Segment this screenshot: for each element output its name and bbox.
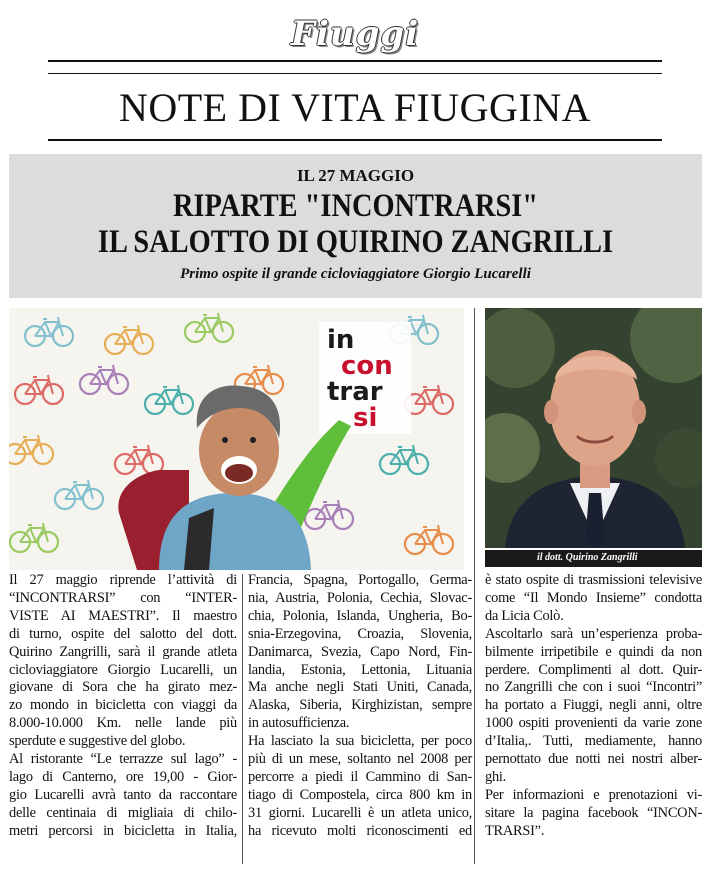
column-divider	[242, 574, 243, 864]
text-line: no Zangrilli che con i suoi “Incontri”	[485, 679, 702, 696]
text-line: Ha lasciato la sua bicicletta, per poco	[248, 733, 472, 750]
text-line: Quirino Zangrilli, sarà il grande atleta	[9, 643, 237, 660]
text-line: Il 27 maggio riprende l’attività di	[9, 572, 237, 588]
text-line: Al ristorante “Le terrazze sul lago” -	[9, 751, 237, 768]
text-line: ha portato a Fiuggi, negli anni, oltre	[485, 697, 702, 714]
section-rule	[48, 139, 662, 141]
photo-zangrilli	[485, 308, 702, 548]
text-line: Ascoltarlo sarà un’esperienza proba-	[485, 625, 702, 642]
text-line: snia-Erzegovina, Croazia, Slovenia,	[248, 625, 472, 642]
text-line: ghi.	[485, 768, 506, 785]
headline-title	[58, 188, 654, 260]
text-line: zo mondo in bicicletta con viaggi da	[9, 697, 237, 714]
headline-subtitle: Primo ospite il grande cicloviaggiatore Giorgio Lucarelli	[180, 266, 531, 282]
fiuggi-logo: Fiuggi	[290, 14, 420, 54]
photo-caption: il dott. Quirino Zangrilli	[485, 550, 702, 567]
text-line: giovane di Sora che ha girato mez-	[9, 679, 237, 696]
article-column-3	[485, 572, 702, 841]
text-line: 1000 ospiti provenienti da varie zone	[485, 715, 702, 732]
text-line: percorre a piedi il Cammino di San-	[248, 768, 472, 785]
text-line: “INCONTRARSI” con “INTER-	[9, 589, 237, 606]
text-line: chia, Polonia, Islanda, Ungheria, Bo-	[248, 607, 472, 624]
text-line: sperdute e suggestive del globo.	[9, 733, 186, 750]
headline-title-line2: IL SALOTTO DI QUIRINO ZANGRILLI	[97, 224, 614, 260]
text-line: delle centinaia di migliaia di chilo-	[9, 804, 237, 821]
text-line: cicloviaggiatore Giorgio Lucarelli, un	[9, 661, 237, 678]
text-line: Alaska, Siberia, Kirghizistan, sempre	[248, 697, 472, 714]
sign-line-3: trar	[327, 377, 383, 407]
headline-title-line1: RIPARTE "INCONTRARSI"	[172, 188, 539, 224]
text-line: tiago di Compostela, circa 800 km in	[248, 786, 472, 803]
text-line: perdere. Complimenti al dott. Quir-	[485, 661, 702, 678]
text-line: da Licia Colò.	[485, 607, 564, 624]
column-divider	[474, 308, 475, 864]
text-line: metri percorsi in bicicletta in Italia,	[9, 822, 237, 839]
article-column-1	[9, 572, 237, 841]
text-line: Per informazioni e prenotazioni vi-	[485, 786, 702, 803]
text-line: ha ricevuto molti riconoscimenti ed	[248, 822, 472, 839]
text-line: TRARSI”.	[485, 822, 545, 839]
text-line: in autosufficienza.	[248, 715, 350, 732]
photo-cyclist	[9, 308, 464, 570]
text-line: di turno, ospite del salotto del dott.	[9, 625, 237, 642]
text-line: lago di Canterno, ore 19,00 - Gior-	[9, 768, 237, 785]
headline-box	[9, 154, 702, 298]
cyclist-illustration	[9, 308, 464, 570]
text-line: 31 giorni. Lucarelli è un atleta unico,	[248, 804, 472, 821]
top-rule	[48, 60, 662, 62]
text-line: più di un mese, soltanto nel 2008 per	[248, 751, 472, 768]
text-line: nia, Austria, Polonia, Cechia, Slovac-	[248, 589, 472, 606]
text-line: Ma anche negli Stati Uniti, Canada,	[248, 679, 472, 696]
text-line: VISTE AI MAESTRI”. Il maestro	[9, 607, 237, 624]
text-line: pernottato due notti nei nostri alber-	[485, 751, 702, 768]
text-line: Francia, Spagna, Portogallo, Germa-	[248, 572, 472, 588]
text-line: d’Italia,. Tutti, mediamente, hanno	[485, 733, 702, 750]
masthead	[0, 14, 710, 54]
text-line: landia, Estonia, Lettonia, Lituania	[248, 661, 472, 678]
text-line: come “Il Mondo Insieme” condotta	[485, 589, 702, 606]
sign-line-4: si	[353, 403, 378, 433]
text-line: sitare la pagina facebook “INCON-	[485, 804, 702, 821]
portrait-illustration	[485, 308, 702, 548]
text-line: Danimarca, Svezia, Capo Nord, Fin-	[248, 643, 472, 660]
text-line: gio Lucarelli avrà tanto da raccontare	[9, 786, 237, 803]
sign-line-1: in	[327, 325, 355, 355]
headline-kicker: IL 27 MAGGIO	[296, 166, 415, 185]
top-rule-thin	[48, 73, 662, 74]
sign-line-2: con	[341, 351, 393, 381]
text-line: è stato ospite di trasmissioni televisive	[485, 572, 702, 588]
text-line: 8.000-10.000 Km. nelle lande più	[9, 715, 237, 732]
section-title: NOTE DI VITA FIUGGINA	[118, 85, 592, 130]
article-column-2	[248, 572, 472, 841]
text-line: bilmente irripetibile e quindi da non	[485, 643, 702, 660]
